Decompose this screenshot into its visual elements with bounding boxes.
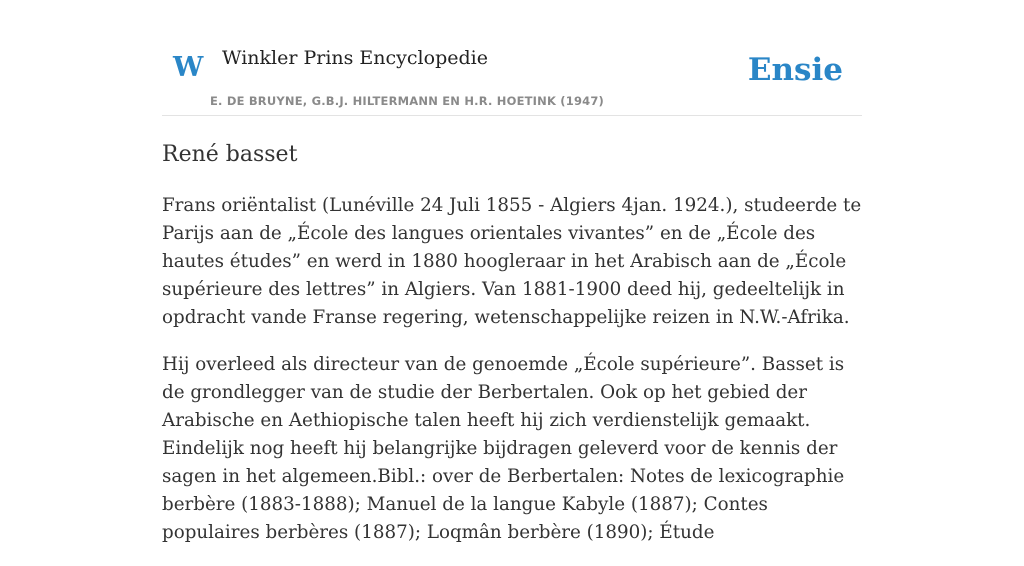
article-body xyxy=(162,192,867,566)
article-paragraph: Frans oriëntalist (Lunéville 24 Juli 1855 - Algiers 4jan. 1924.), studeerde te Parijs aan de „École des langues orientales vivantes” en de „École des hautes études” en werd in 1880 hoogleraar in het Arabisch aan de „École supérieure des lettres” in Algiers. Van 1881-1900 deed hij, gedeeltelijk in opdracht vande Franse regering, wetenschappelijke reizen in N.W.-Afrika. xyxy=(162,195,862,328)
article-paragraph: Hij overleed als directeur van de genoemde „École supérieure”. Basset is de grondlegger van de studie der Berbertalen. Ook op het gebied der Arabische en Aethiopische talen heeft hij zich verdienstelijk gemaakt. Eindelijk nog heeft hij belangrijke bijdragen geleverd voor de kennis der sagen in het algemeen.Bibl.: over de Berbertalen: Notes de lexicographie berbère (1883-1888); Manuel de la langue Kabyle (1887); Contes populaires berbères (1887); Loqmân berbère (1890); Étude xyxy=(162,354,845,543)
article-title: René basset xyxy=(162,142,298,167)
ensie-logo[interactable]: Ensie xyxy=(747,52,843,88)
source-header xyxy=(162,36,862,116)
source-authors: E. DE BRUYNE, G.B.J. HILTERMANN EN H.R. HOETINK (1947) xyxy=(210,94,605,108)
source-title-link[interactable]: Winkler Prins Encyclopedie xyxy=(222,47,488,69)
source-logo[interactable]: W xyxy=(173,52,204,83)
